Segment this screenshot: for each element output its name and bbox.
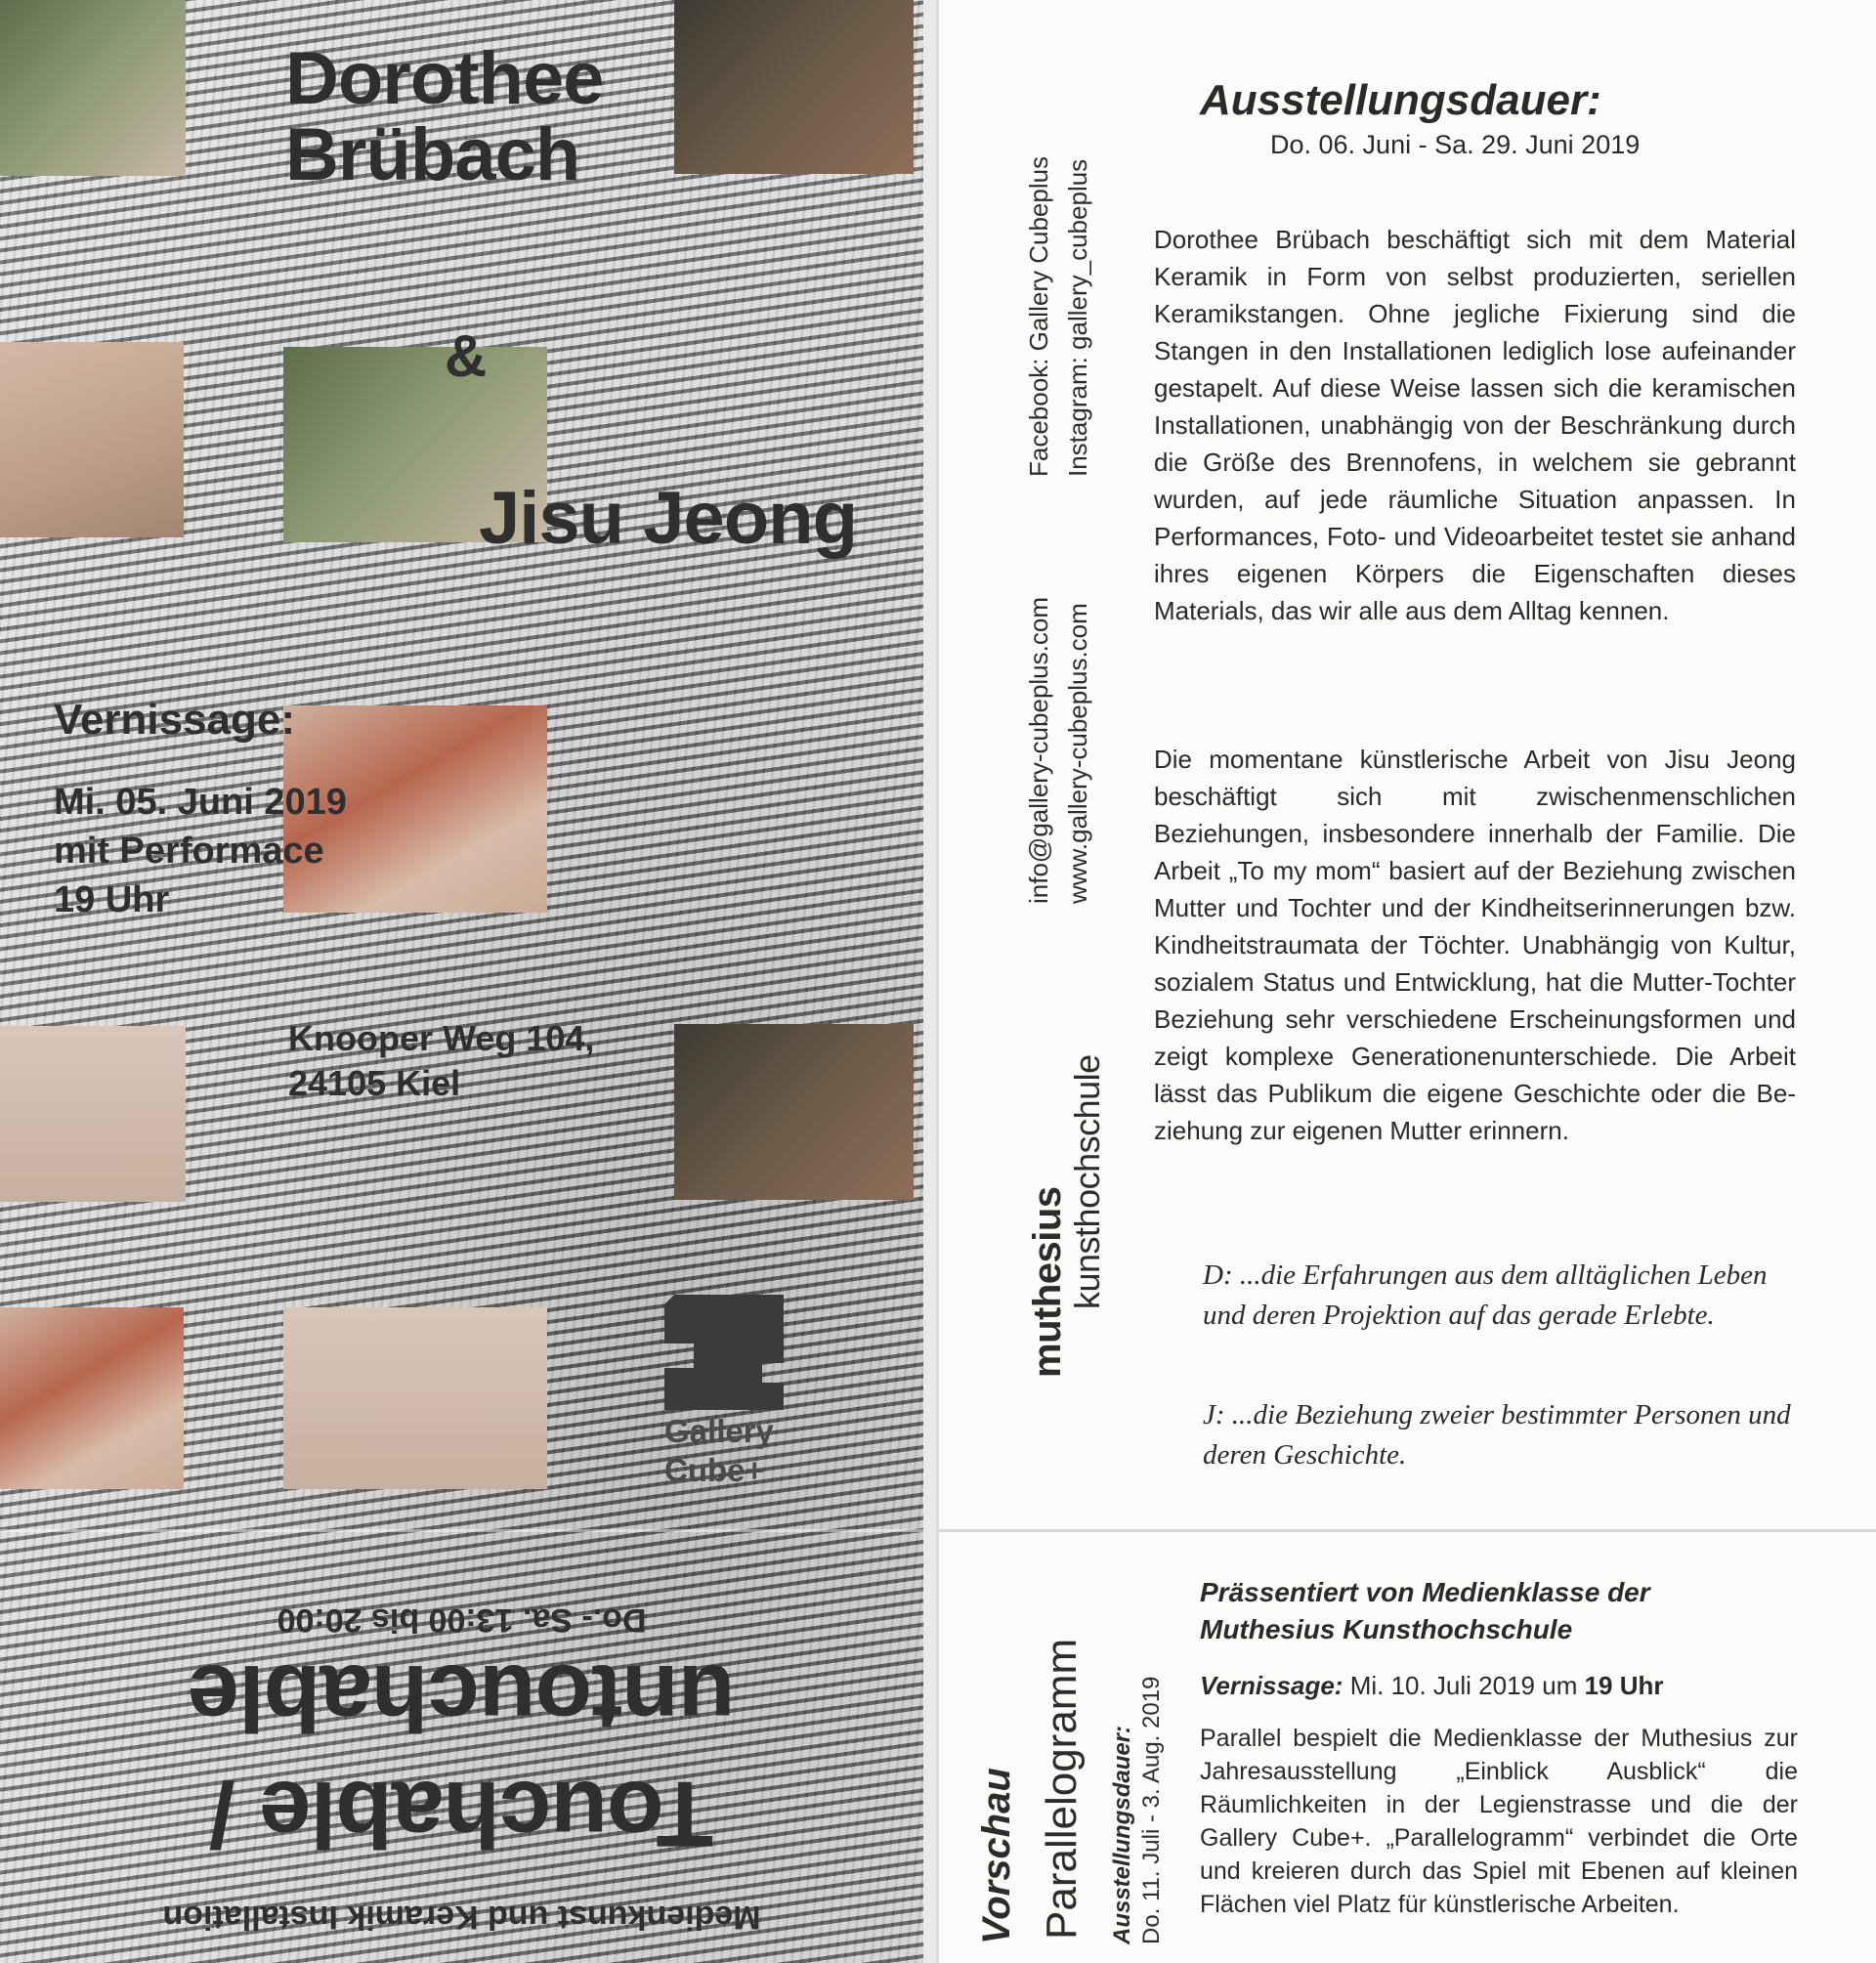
fold-line (936, 1529, 1876, 1532)
preview-vernissage-date: Mi. 10. Juli 2019 um (1349, 1671, 1578, 1700)
photo-tile (0, 0, 186, 176)
description-jeong: Die momentane künstlerische Arbeit von Jisu Jeong beschäftigt sich mit zwischenmenschlichen Beziehungen, insbesondere innerhalb der Familie. Die Arbeit „To my mom“ basiert auf der Beziehung zwischen Mutter und Tochter und der Kindheitserinnerungen bzw. Kindheitstraumata der Töchter. Unabhängig von Kultur, sozialem Status und Entwicklung, hat die Mutter-Tochter Beziehung sehr verschiedene Erscheinungsformen und zeigt komplexe Generationenunterschiede. Die Arbeit lässt das Publikum die eigene Geschichte oder die Beziehung zur eigenen Mutter erinnern. (1154, 745, 1796, 1145)
fold-line (0, 1529, 923, 1532)
flyer-front (0, 0, 923, 1963)
photo-tile (283, 1307, 547, 1489)
photo-tile (0, 1026, 186, 1202)
preview-vernissage (1200, 1671, 1664, 1701)
photo-tile (0, 342, 184, 537)
quote-jisu: J: ...die Beziehung zweier bestimmter Personen und deren Geschichte. (1203, 1399, 1791, 1471)
photo-tile (674, 1024, 914, 1200)
preview-duration-dates: Do. 11. Juli - 3. Aug. 2019 (1138, 1676, 1165, 1944)
preview-title: Parallelogramm (1038, 1638, 1086, 1940)
vernissage-time: 19 Uhr (54, 879, 170, 920)
preview-description: Parallel bespielt die Medienklasse der Muthesius zur Jahresausstellung „Einblick Ausblick“ die Räumlichkeiten in der Legienstrasse und die der Gallery Cube+. „Parallelogramm“ verbindet die Orte und kreieren durch das Spiel mit Ebenen auf kleinen Flächen viel Platz für künstlerische Arbeiten. (1200, 1725, 1798, 1918)
duration-heading: Ausstellungsdauer: (1200, 76, 1601, 124)
vernissage-performance: mit Performace (54, 831, 324, 872)
duration-dates: Do. 06. Juni - Sa. 29. Juni 2019 (1270, 130, 1641, 159)
preview-duration-label: Ausstellungsdauer: (1109, 1725, 1135, 1944)
school-name: muthesius (1026, 1186, 1069, 1378)
instagram-handle: Instagram: gallery_cubeplus (1063, 158, 1092, 477)
address-street: Knooper Weg 104, (288, 1018, 595, 1058)
gallery-address (288, 1016, 594, 1106)
photo-tile (0, 1307, 184, 1489)
preview-presented-by: Prässentiert von Medienklasse der Muthesius Kunsthochschule (1200, 1577, 1650, 1644)
vernissage-heading: Vernissage: (54, 696, 296, 744)
photo-tile (674, 0, 914, 174)
exhibition-subtitle: Medienkunst und Keramik Installation (162, 1899, 761, 1936)
artist-1-name (285, 37, 604, 196)
quote-dorothee: D: ...die Erfahrungen aus dem alltäglichen Leben und deren Projektion auf das gerade Erlebte. (1203, 1259, 1768, 1331)
preview-vernissage-time: 19 Uhr (1584, 1671, 1664, 1700)
exhibition-title-line-1: Touchable / (209, 1762, 714, 1866)
school-name-suffix: kunsthochschule (1067, 1054, 1107, 1309)
vernissage-date: Mi. 05. Juni 2019 (54, 782, 347, 823)
gallery-logo-name: Gallery (664, 1413, 774, 1449)
preview-label: Vorschau (975, 1768, 1018, 1944)
gallery-website: www.gallery-cubeplus.com (1063, 603, 1092, 904)
artist-2-name: Jisu Jeong (479, 477, 857, 560)
address-city: 24105 Kiel (288, 1063, 461, 1103)
description-brubach: Dorothee Brübach beschäftigt sich mit dem Material Keramik in Form von selbst produzierten, seriellen Keramikstangen. Ohne jegliche Fixierung sind die Stangen in den Installationen lediglich lose aufeinander gestapelt. Auf diese Weise lassen sich die keramischen Installationen, unabhängig von der Beschränkung durch die Größe des Brennofens, in welchem sie gebrannt wurden, auf jede räumliche Situation anpassen. In Performances, Foto- und Videoarbeitet testet sie anhand ihres eigenen Körpers die Eigenschaften dieses Materials, das wir alle aus dem Alltag kennen. (1154, 225, 1796, 625)
gallery-cube-logo-icon (664, 1295, 784, 1410)
opening-hours: Do.- Sa. 13:00 bis 20:00 (277, 1601, 647, 1639)
gallery-logo-text (664, 1412, 774, 1490)
ampersand: & (445, 323, 488, 389)
contact-email: info@gallery-cubeplus.com (1024, 597, 1053, 904)
exhibition-title-line-2: untouchable (188, 1645, 736, 1750)
artist-1-first-name: Dorothee (285, 37, 604, 120)
gallery-logo-suffix: Cube+ (664, 1452, 764, 1488)
facebook-handle: Facebook: Gallery Cubeplus (1024, 155, 1053, 477)
preview-vernissage-label: Vernissage: (1200, 1671, 1343, 1700)
artist-1-last-name: Brübach (285, 113, 580, 196)
